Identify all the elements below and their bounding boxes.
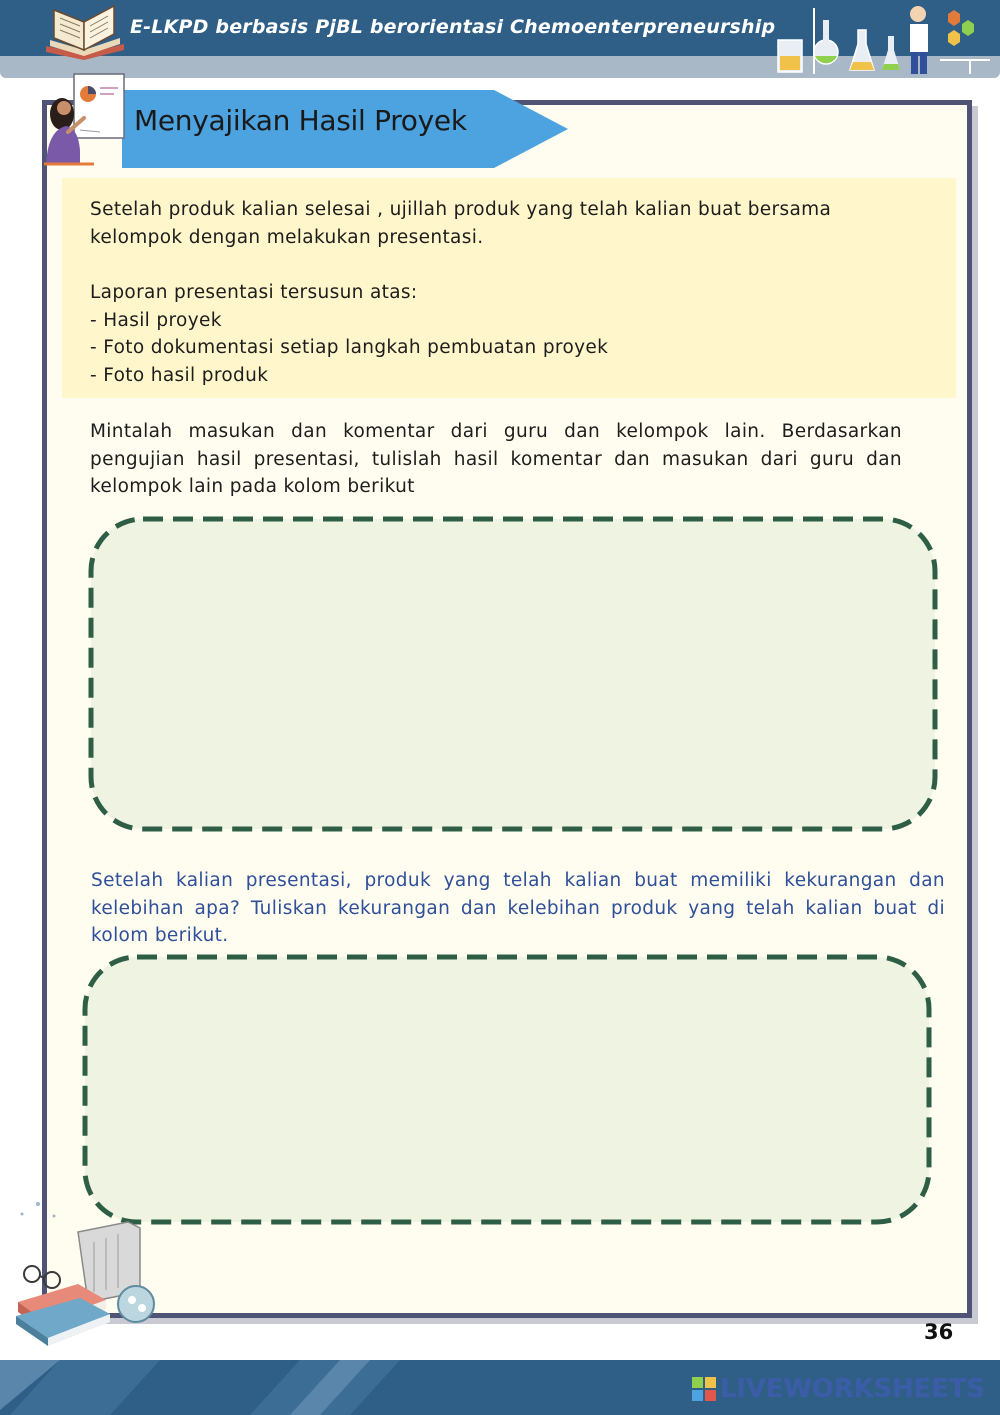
page-number: 36 [924,1320,954,1344]
report-item: - Foto hasil produk [90,364,269,386]
presenter-illustration-icon [40,70,130,170]
open-book-icon [40,0,130,60]
section-title: Menyajikan Hasil Proyek [134,104,467,137]
feedback-answer-box[interactable] [88,516,938,832]
report-heading: Laporan presentasi tersusun atas: [90,282,418,303]
liveworksheets-brand[interactable] [692,1374,985,1404]
report-item: - Foto dokumentasi setiap langkah pembuatan proyek [90,337,609,358]
evaluation-answer-box[interactable] [82,954,932,1225]
liveworksheets-logo-icon [692,1377,716,1401]
feedback-instruction: Mintalah masukan dan komentar dari guru dan kelompok lain. Berdasarkan pengujian hasil presentasi, tulislah hasil komentar dan masukan dari guru dan kelompok lain pada kolom berikut [90,421,902,497]
intro-paragraph: Setelah produk kalian selesai , ujillah produk yang telah kalian buat bersama kelompok dengan melakukan presentasi. [90,199,832,248]
header-title: E-LKPD berbasis PjBL berorientasi Chemoenterpreneurship [130,16,776,38]
books-and-glasses-icon [8,1192,158,1352]
report-item: - Hasil proyek [90,309,222,331]
report-list [90,279,910,389]
liveworksheets-text: LIVEWORKSHEETS [720,1374,985,1404]
chemistry-lab-icon [770,0,995,78]
evaluation-instruction: Setelah kalian presentasi, produk yang telah kalian buat memiliki kekurangan dan kelebihan apa? Tuliskan kekurangan dan kelebihan produk yang telah kalian buat di kolom berikut. [91,870,945,946]
